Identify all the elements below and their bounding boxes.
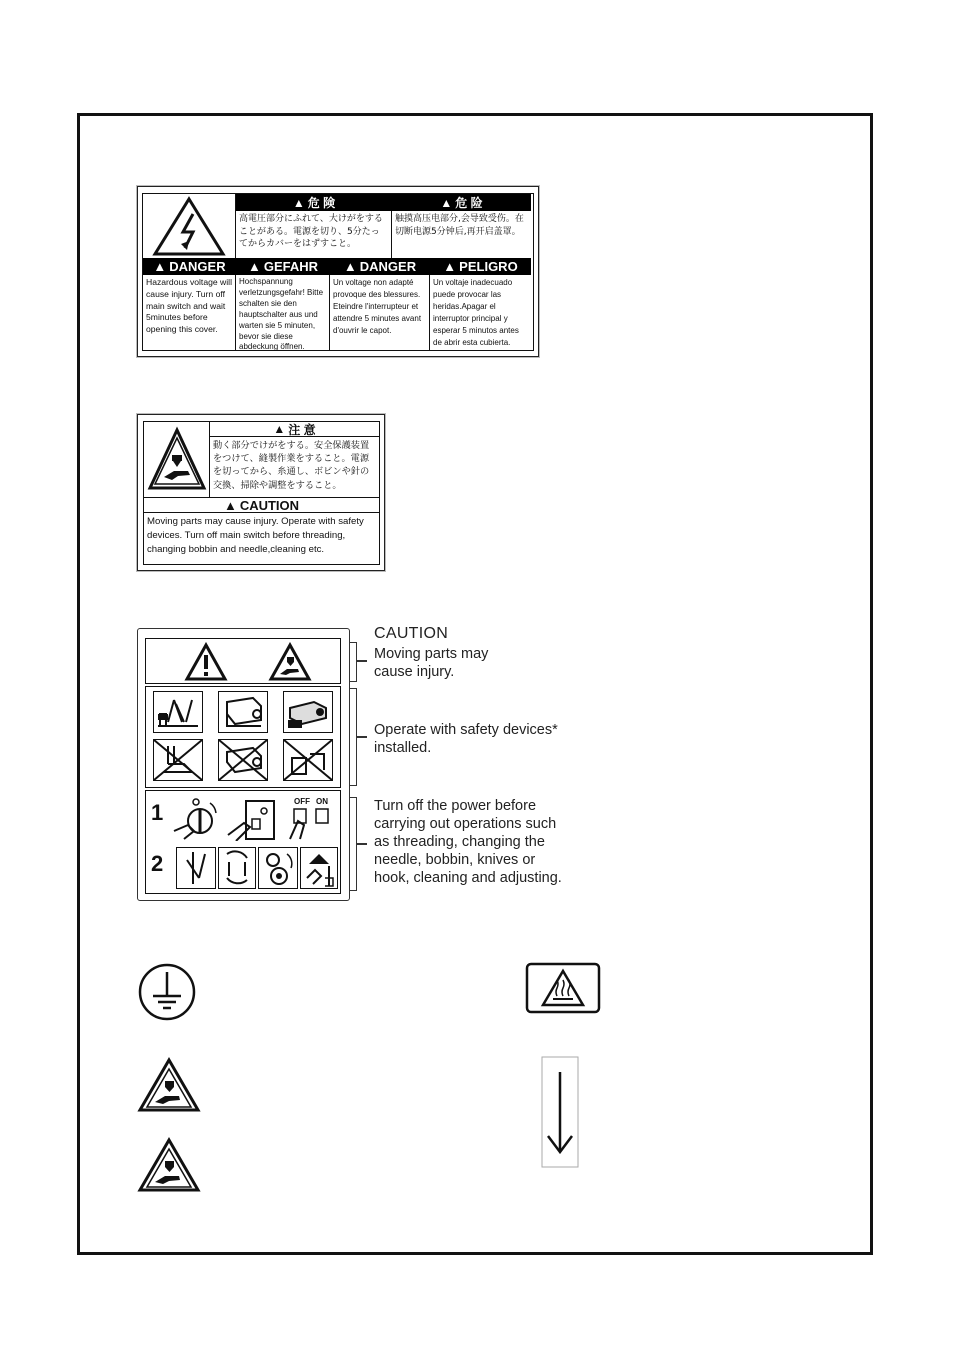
danger-label <box>137 186 539 357</box>
belt-cover-icon <box>283 691 333 733</box>
danger-header-fr: ▲ DANGER <box>330 258 430 275</box>
bracket-tick <box>357 660 367 662</box>
safety-devices-row <box>145 686 341 788</box>
off-on-switch-icon <box>286 797 336 841</box>
jp-danger-text: 高電圧部分にふれて、大けがをすることがある。電源を切り、5分たってからカバーをはずすこと。 <box>236 211 392 258</box>
down-arrow-icon <box>541 1056 579 1168</box>
jp-danger-header: ▲ 危 険 <box>236 194 392 211</box>
bobbin-change-icon <box>258 847 298 889</box>
caution-header: ▲ CAUTION <box>144 497 379 513</box>
cn-danger-header: ▲ 危 险 <box>392 194 531 211</box>
push-switch-icon <box>226 797 280 841</box>
exclamation-warning-icon <box>184 642 228 682</box>
bracket-turnoff <box>349 797 357 891</box>
caution-label <box>137 414 385 571</box>
danger-text-de: Hochspannung verletzungsgefahr! Bitte schalten sie den hauptschalter aus und warten sie 5 minuten, bevor sie diese abdeckung öffnen. <box>236 275 330 351</box>
bracket-caution <box>349 642 357 682</box>
hand-crush-warning-icon <box>144 422 210 497</box>
jp-caution-text: 動く部分でけがをする。安全保護装置をつけて、縫製作業をすること。電源を切ってから、糸通し、ボビンや針の交換、掃除や調整をすること。 <box>213 440 370 491</box>
bracket-tick <box>357 736 367 738</box>
protective-earth-icon <box>137 962 197 1022</box>
hot-surface-icon <box>525 962 601 1014</box>
step-number-1: 1 <box>151 800 164 825</box>
needle-change-icon <box>218 847 256 889</box>
danger-header-en: ▲ DANGER <box>143 258 236 275</box>
cn-danger-text: 触摸高压电部分,会导致受伤。在切断电源5分钟后,再开启盖罩。 <box>395 214 524 237</box>
no-belt-cover-icon <box>283 739 333 781</box>
jp-caution-header: ▲ 注 意 <box>210 422 379 437</box>
no-finger-guard-icon <box>153 739 203 781</box>
pictogram-label <box>137 628 350 901</box>
hand-crush-warning-icon <box>268 642 312 682</box>
off-label: OFF <box>294 797 310 806</box>
hand-icon-cell <box>144 422 210 497</box>
on-label: ON <box>316 797 328 806</box>
no-machine-cover-icon <box>218 739 268 781</box>
caution-title: CAUTION <box>374 625 449 642</box>
rotary-switch-icon <box>170 797 224 841</box>
danger-header-es: ▲ PELIGRO <box>430 258 531 275</box>
high-voltage-icon-cell <box>143 194 236 258</box>
step-number-2: 2 <box>151 851 164 876</box>
danger-text-es: Un voltaje inadecuado puede provocar las heridas.Apagar el interruptor principal y esperar 5 minutos antes de abrir esta cubierta. <box>433 278 519 347</box>
turnoff-description: Turn off the power before carrying out operations such as threading, changing the needle, bobbin, knives or hook, cleaning and adjusting. <box>374 798 562 886</box>
bracket-tick <box>357 843 367 845</box>
finger-guard-icon <box>153 691 203 733</box>
high-voltage-icon <box>143 194 236 258</box>
bracket-operate <box>349 688 357 786</box>
danger-header-de: ▲ GEFAHR <box>236 258 330 275</box>
warning-row <box>145 638 341 684</box>
caution-text: Moving parts may cause injury. Operate with safety devices. Turn off main switch before threading, changing bobbin and needle,cleaning etc. <box>147 516 364 555</box>
cleaning-icon <box>300 847 338 889</box>
danger-text-fr: Un voltage non adapté provoque des blessures. Eteindre l'interrupteur et attendre 5 minutes avant d'ouvrir le capot. <box>330 275 430 351</box>
operate-description: Operate with safety devices* installed. <box>374 722 558 756</box>
threading-icon <box>176 847 216 889</box>
machine-cover-icon <box>218 691 268 733</box>
power-off-row <box>145 790 341 894</box>
hand-crush-warning-icon <box>137 1057 201 1113</box>
danger-text-en: Hazardous voltage will cause injury. Turn off main switch and wait 5minutes before opening this cover. <box>143 275 236 351</box>
hand-crush-warning-icon <box>137 1137 201 1193</box>
caution-description: Moving parts may cause injury. <box>374 646 489 680</box>
